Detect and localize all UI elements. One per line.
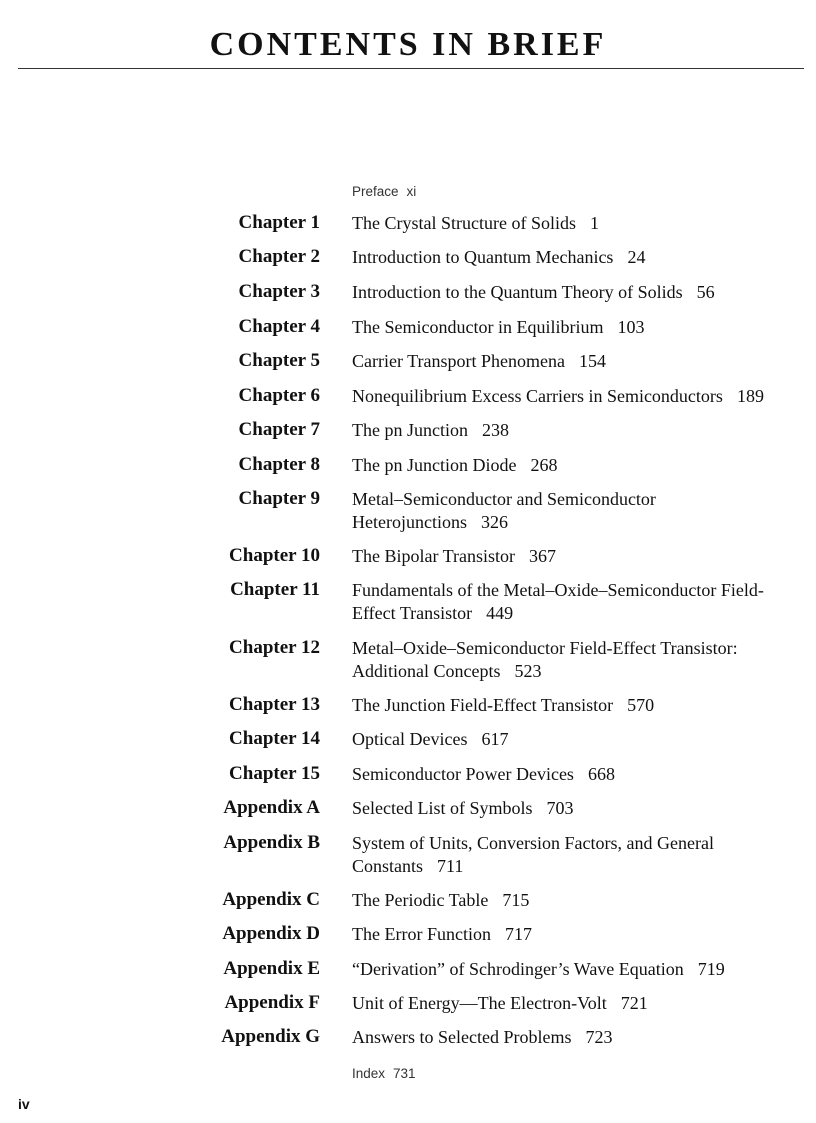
entry-text (352, 454, 792, 477)
entry-text (352, 1026, 792, 1049)
entry-page: 326 (480, 512, 508, 532)
entry-page: 570 (627, 695, 655, 715)
entry-label: Chapter 1 (238, 212, 320, 233)
entry-page: 103 (617, 317, 645, 337)
title-rule (18, 68, 804, 69)
entry-title: Introduction to Quantum Mechanics (352, 247, 614, 267)
entry-title: The Periodic Table (352, 890, 489, 910)
entry-label: Chapter 15 (229, 763, 320, 784)
entry-text (352, 385, 792, 408)
entry-title: The Error Function (352, 924, 491, 944)
entry-text (352, 545, 792, 568)
entry-title: The Junction Field-Effect Transistor (352, 695, 614, 715)
entry-text (352, 694, 792, 717)
entry-label: Appendix C (222, 889, 320, 910)
entry-text (352, 992, 792, 1015)
entry-title: The pn Junction Diode (352, 455, 517, 475)
entry-text (352, 579, 792, 625)
entry-title: System of Units, Conversion Factors, and General Constants (352, 833, 714, 876)
entry-label: Appendix E (223, 958, 320, 979)
entry-label: Chapter 7 (238, 419, 320, 440)
entry-text (352, 797, 792, 820)
entry-label: Appendix A (223, 797, 320, 818)
entry-text (352, 316, 792, 339)
entry-label: Chapter 10 (229, 545, 320, 566)
preface-page: xi (406, 184, 417, 199)
entry-label: Chapter 2 (238, 246, 320, 267)
entry-page: 56 (696, 282, 715, 302)
entry-title: Metal–Semiconductor and Semiconductor Heterojunctions (352, 489, 656, 532)
entry-page: 24 (627, 247, 646, 267)
entry-label: Appendix D (222, 923, 320, 944)
entry-page: 721 (620, 993, 648, 1013)
index-text (352, 1062, 792, 1085)
entry-page: 715 (502, 890, 530, 910)
entry-page: 268 (530, 455, 558, 475)
entry-page: 723 (585, 1027, 613, 1047)
entry-page: 717 (504, 924, 532, 944)
entry-title: Fundamentals of the Metal–Oxide–Semiconductor Field-Effect Transistor (352, 580, 764, 623)
entry-page: 703 (546, 798, 574, 818)
entry-page: 1 (589, 213, 599, 233)
entry-title: The Crystal Structure of Solids (352, 213, 576, 233)
entry-label: Chapter 12 (229, 637, 320, 658)
preface-text (352, 180, 792, 203)
entry-page: 711 (437, 856, 464, 876)
page-folio: iv (18, 1096, 30, 1112)
entry-page: 238 (481, 420, 509, 440)
entry-title: Selected List of Symbols (352, 798, 533, 818)
entry-page: 523 (514, 661, 542, 681)
entry-label: Chapter 11 (230, 579, 320, 600)
entry-label: Appendix B (223, 832, 320, 853)
entry-page: 617 (481, 729, 509, 749)
entry-title: The pn Junction (352, 420, 468, 440)
entry-text (352, 763, 792, 786)
entry-label: Appendix F (224, 992, 320, 1013)
entry-title: “Derivation” of Schrodinger’s Wave Equation (352, 959, 684, 979)
entry-title: Semiconductor Power Devices (352, 764, 574, 784)
entry-page: 367 (529, 546, 557, 566)
entry-title: The Semiconductor in Equilibrium (352, 317, 604, 337)
entry-label: Chapter 14 (229, 728, 320, 749)
entry-text (352, 488, 792, 534)
entry-text (352, 728, 792, 751)
entry-title: Metal–Oxide–Semiconductor Field-Effect Transistor: Additional Concepts (352, 638, 738, 681)
entry-label: Chapter 6 (238, 385, 320, 406)
entry-label: Appendix G (221, 1026, 320, 1047)
entry-text (352, 637, 792, 683)
entry-text (352, 889, 792, 912)
entry-page: 449 (486, 603, 514, 623)
entry-text (352, 281, 792, 304)
entry-title: Introduction to the Quantum Theory of Solids (352, 282, 683, 302)
entry-label: Chapter 8 (238, 454, 320, 475)
entry-text (352, 350, 792, 373)
entry-text (352, 923, 792, 946)
entry-text (352, 419, 792, 442)
preface-title: Preface (352, 184, 399, 199)
entry-page: 154 (578, 351, 606, 371)
entry-title: Optical Devices (352, 729, 468, 749)
page-title: CONTENTS IN BRIEF (209, 26, 607, 63)
entry-page: 719 (697, 959, 725, 979)
entry-title: The Bipolar Transistor (352, 546, 516, 566)
entry-text (352, 958, 792, 981)
entry-label: Chapter 13 (229, 694, 320, 715)
entry-label: Chapter 9 (238, 488, 320, 509)
entry-title: Answers to Selected Problems (352, 1027, 572, 1047)
entry-page: 189 (736, 386, 764, 406)
entry-text (352, 212, 792, 235)
entry-title: Unit of Energy—The Electron-Volt (352, 993, 607, 1013)
entry-title: Nonequilibrium Excess Carriers in Semiconductors (352, 386, 723, 406)
entry-label: Chapter 3 (238, 281, 320, 302)
entry-label: Chapter 4 (238, 316, 320, 337)
index-page: 731 (393, 1066, 416, 1081)
entry-text (352, 246, 792, 269)
entry-text (352, 832, 792, 878)
index-title: Index (352, 1066, 386, 1081)
entry-title: Carrier Transport Phenomena (352, 351, 565, 371)
entry-page: 668 (587, 764, 615, 784)
entry-label: Chapter 5 (238, 350, 320, 371)
